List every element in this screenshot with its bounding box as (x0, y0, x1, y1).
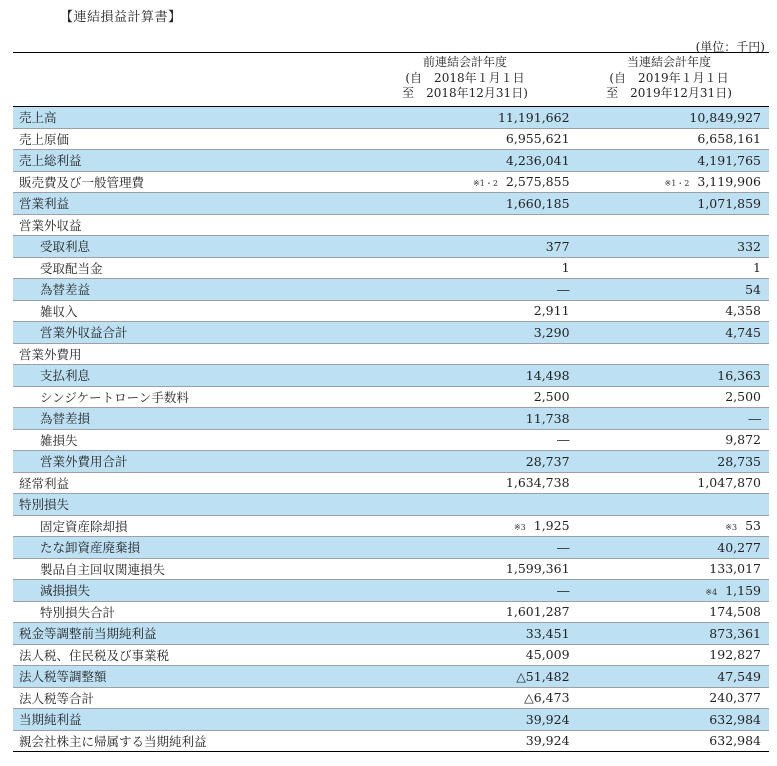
table-row (13, 666, 769, 688)
row-label: 営業外費用 (13, 343, 384, 365)
prior-year-value (384, 322, 575, 344)
amount: 133,017 (709, 561, 761, 577)
table-row (13, 601, 769, 623)
amount: 28,737 (525, 453, 570, 469)
prior-year-value (384, 730, 575, 752)
amount: 2,500 (533, 389, 570, 405)
row-label: 売上総利益 (13, 150, 384, 172)
table-row (13, 515, 769, 537)
amount: 873,361 (709, 625, 761, 641)
table-row (13, 730, 769, 752)
prior-year-value (384, 236, 575, 258)
column-header-current-year (569, 55, 769, 102)
amount: 4,745 (725, 324, 761, 340)
prior-year-value (384, 257, 575, 279)
row-label: 為替差益 (13, 279, 384, 301)
current-year-value (576, 429, 769, 451)
amount: 45,009 (525, 647, 570, 663)
prior-year-value (384, 193, 575, 215)
row-label: 営業外費用合計 (13, 451, 384, 473)
column-header-line: 前連結会計年度 (422, 55, 507, 69)
row-label: 特別損失 (13, 494, 384, 516)
row-label: 特別損失合計 (13, 601, 384, 623)
row-label: 親会社株主に帰属する当期純利益 (13, 730, 384, 752)
amount: 1,159 (725, 582, 761, 598)
table-row (13, 214, 769, 236)
prior-year-value (384, 408, 575, 430)
amount: ― (557, 539, 570, 555)
amount: 10,849,927 (689, 109, 761, 125)
amount: 28,735 (717, 453, 761, 469)
amount: 54 (745, 281, 761, 297)
prior-year-value (384, 365, 575, 387)
prior-year-value (384, 171, 575, 193)
amount: 192,827 (709, 647, 761, 663)
prior-year-value (384, 644, 575, 666)
table-body (13, 107, 769, 752)
amount: 240,377 (709, 690, 761, 706)
prior-year-value (384, 300, 575, 322)
current-year-value (576, 601, 769, 623)
amount: 332 (737, 238, 761, 254)
prior-year-value (384, 601, 575, 623)
current-year-value (576, 279, 769, 301)
row-label: たな卸資産廃棄損 (13, 537, 384, 559)
row-label: 営業外収益合計 (13, 322, 384, 344)
prior-year-value (384, 107, 575, 129)
table-row (13, 537, 769, 559)
row-label: 法人税、住民税及び事業税 (13, 644, 384, 666)
statement-title: 【連結損益計算書】 (60, 10, 182, 25)
amount: 16,363 (717, 367, 761, 383)
footnote-marker: ※3 (513, 523, 526, 533)
prior-year-value (384, 451, 575, 473)
table-row (13, 580, 769, 602)
current-year-value (576, 322, 769, 344)
row-label: 当期純利益 (13, 709, 384, 731)
prior-year-value (384, 429, 575, 451)
table-row (13, 128, 769, 150)
amount: 40,277 (717, 539, 761, 555)
current-year-value (576, 451, 769, 473)
row-label: 営業外収益 (13, 214, 384, 236)
amount: 1 (753, 260, 761, 276)
amount: 9,872 (725, 432, 761, 448)
table-row (13, 171, 769, 193)
table-row (13, 709, 769, 731)
amount: 3,119,906 (697, 174, 761, 190)
current-year-value (576, 107, 769, 129)
current-year-value (576, 300, 769, 322)
amount: 1,047,870 (697, 475, 761, 491)
current-year-value (576, 730, 769, 752)
table-row (13, 472, 769, 494)
table-row (13, 193, 769, 215)
amount: 33,451 (525, 625, 570, 641)
unit-label: (単位：千円) (695, 40, 765, 54)
amount: 3,290 (533, 324, 570, 340)
table-row (13, 386, 769, 408)
current-year-value (576, 687, 769, 709)
row-label: 法人税等調整額 (13, 666, 384, 688)
amount: 377 (545, 238, 570, 254)
table-row (13, 558, 769, 580)
row-label: 売上高 (13, 107, 384, 129)
column-header-line: (自 2018年１月１日 (405, 70, 525, 85)
amount: 2,911 (533, 303, 570, 319)
prior-year-value (384, 558, 575, 580)
row-label: 法人税等合計 (13, 687, 384, 709)
prior-year-value (384, 214, 575, 236)
prior-year-value (384, 515, 575, 537)
amount: ― (557, 432, 570, 448)
income-statement-table (13, 106, 769, 752)
amount: 11,191,662 (497, 109, 570, 125)
current-year-value (576, 580, 769, 602)
prior-year-value (384, 623, 575, 645)
row-label: 経常利益 (13, 472, 384, 494)
amount: 174,508 (709, 604, 761, 620)
amount: 53 (745, 518, 761, 534)
current-year-value (576, 558, 769, 580)
row-label: 固定資産除却損 (13, 515, 384, 537)
row-label: 製品自主回収関連損失 (13, 558, 384, 580)
amount: ― (748, 410, 761, 426)
amount: 4,236,041 (505, 152, 570, 168)
amount: 6,658,161 (697, 131, 761, 147)
table-row (13, 343, 769, 365)
table-row (13, 429, 769, 451)
amount: 632,984 (709, 733, 761, 749)
current-year-value (576, 365, 769, 387)
prior-year-value (384, 687, 575, 709)
current-year-value (576, 128, 769, 150)
row-label: 雑損失 (13, 429, 384, 451)
row-label: 売上原価 (13, 128, 384, 150)
row-label: 受取配当金 (13, 257, 384, 279)
current-year-value (576, 623, 769, 645)
row-label: 減損損失 (13, 580, 384, 602)
row-label: 受取利息 (13, 236, 384, 258)
current-year-value (576, 644, 769, 666)
current-year-value (576, 150, 769, 172)
amount: 2,500 (725, 389, 761, 405)
table-row (13, 279, 769, 301)
amount: ― (557, 281, 570, 297)
current-year-value (576, 257, 769, 279)
row-label: 販売費及び一般管理費 (13, 171, 384, 193)
prior-year-value (384, 343, 575, 365)
current-year-value (576, 193, 769, 215)
current-year-value (576, 494, 769, 516)
footnote-marker: ※1・2 (473, 179, 498, 189)
prior-year-value (384, 386, 575, 408)
amount: 1,599,361 (505, 561, 570, 577)
table-row (13, 408, 769, 430)
prior-year-value (384, 666, 575, 688)
prior-year-value (384, 580, 575, 602)
row-label: 雑収入 (13, 300, 384, 322)
current-year-value (576, 408, 769, 430)
table-row (13, 107, 769, 129)
amount: 1,601,287 (505, 604, 570, 620)
table-row (13, 494, 769, 516)
amount: 1,071,859 (697, 195, 761, 211)
table-row (13, 623, 769, 645)
current-year-value (576, 666, 769, 688)
amount: 39,924 (525, 711, 570, 727)
prior-year-value (384, 472, 575, 494)
amount: 4,191,765 (697, 152, 761, 168)
table-row (13, 687, 769, 709)
column-header-line: 至 2018年12月31日) (402, 86, 528, 100)
footnote-marker: ※1・2 (664, 179, 690, 189)
column-header-line: 至 2019年12月31日) (606, 86, 732, 100)
current-year-value (576, 214, 769, 236)
amount: 1,634,738 (505, 475, 570, 491)
amount: ― (557, 582, 570, 598)
footnote-marker: ※4 (705, 587, 718, 597)
current-year-value (576, 171, 769, 193)
table-row (13, 644, 769, 666)
amount: 11,738 (525, 410, 570, 426)
table-row (13, 300, 769, 322)
row-label: 税金等調整前当期純利益 (13, 623, 384, 645)
amount: 6,955,621 (505, 131, 570, 147)
amount: 1,660,185 (505, 195, 570, 211)
amount: 632,984 (709, 711, 761, 727)
amount: 39,924 (525, 733, 570, 749)
amount: 4,358 (725, 303, 761, 319)
current-year-value (576, 537, 769, 559)
header-top-rule (13, 52, 769, 53)
amount: 14,498 (525, 367, 570, 383)
prior-year-value (384, 709, 575, 731)
column-header-line: 当連結会計年度 (626, 55, 711, 69)
table-row (13, 236, 769, 258)
table-row (13, 322, 769, 344)
row-label: 支払利息 (13, 365, 384, 387)
amount: 2,575,855 (505, 174, 570, 190)
prior-year-value (384, 150, 575, 172)
current-year-value (576, 472, 769, 494)
amount: 1 (561, 260, 570, 276)
column-header-prior-year (365, 55, 565, 102)
current-year-value (576, 515, 769, 537)
footnote-marker: ※3 (725, 523, 738, 533)
prior-year-value (384, 279, 575, 301)
table-row (13, 257, 769, 279)
amount: 47,549 (717, 668, 761, 684)
current-year-value (576, 343, 769, 365)
current-year-value (576, 709, 769, 731)
amount: △51,482 (516, 668, 570, 684)
amount: △6,473 (524, 690, 570, 706)
row-label: 為替差損 (13, 408, 384, 430)
current-year-value (576, 236, 769, 258)
table-row (13, 451, 769, 473)
table-row (13, 365, 769, 387)
current-year-value (576, 386, 769, 408)
amount: 1,925 (533, 518, 570, 534)
prior-year-value (384, 494, 575, 516)
prior-year-value (384, 128, 575, 150)
column-header-line: (自 2019年１月１日 (609, 70, 729, 85)
row-label: シンジケートローン手数料 (13, 386, 384, 408)
prior-year-value (384, 537, 575, 559)
table-row (13, 150, 769, 172)
row-label: 営業利益 (13, 193, 384, 215)
